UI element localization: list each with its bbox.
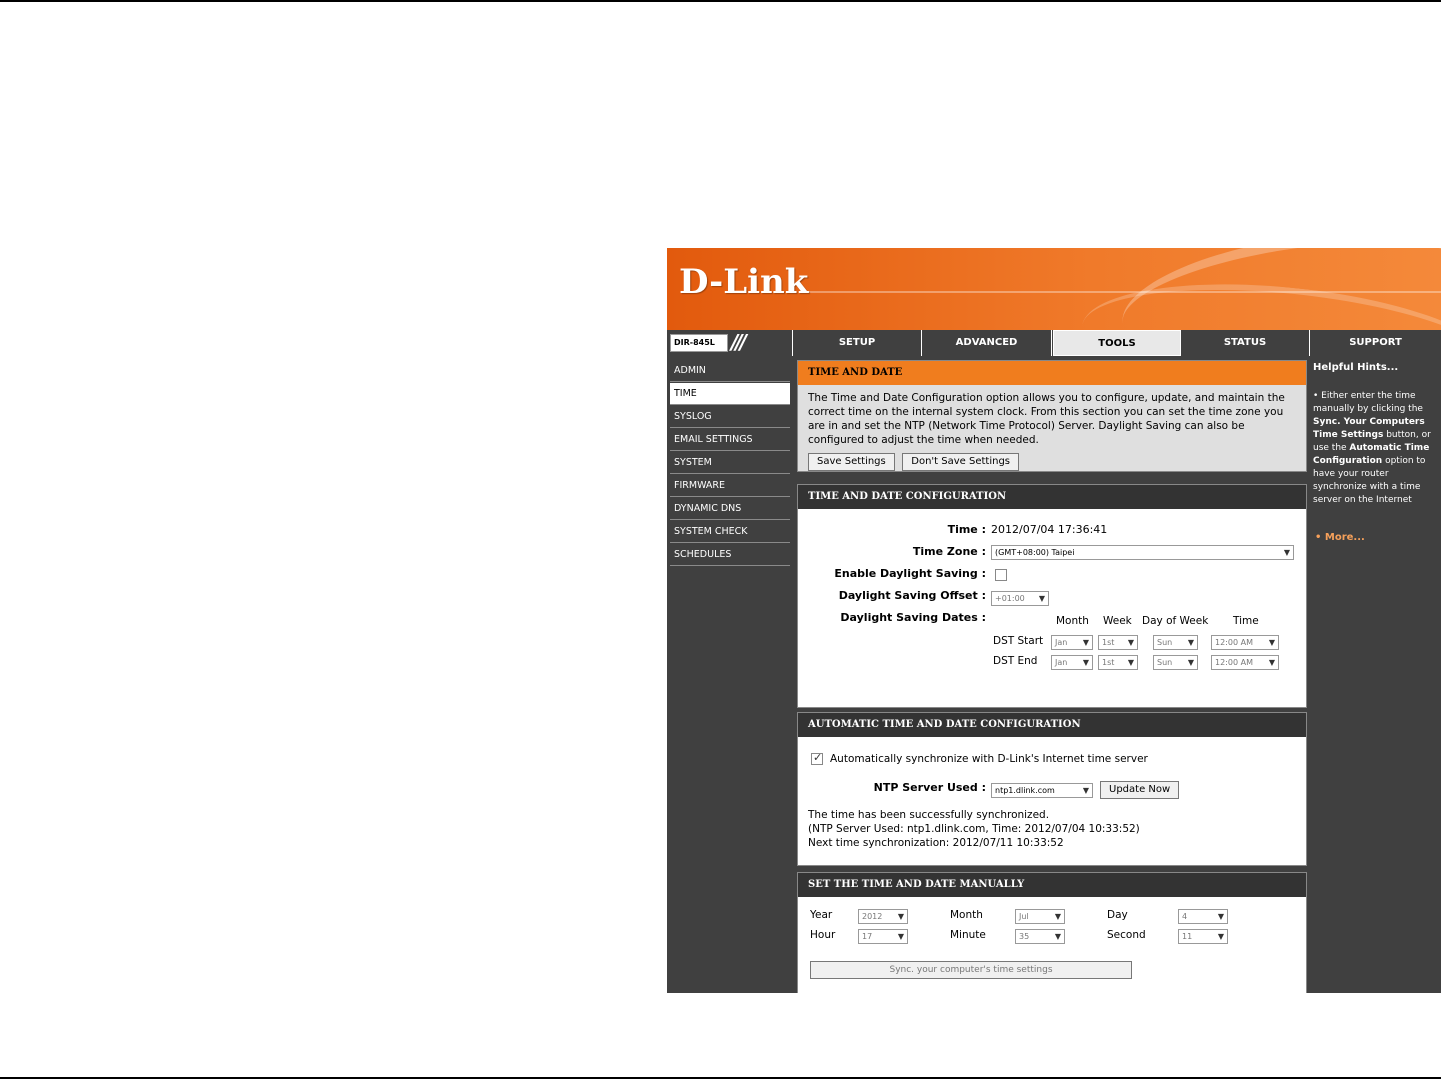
bottom-rule: [0, 1077, 1441, 1079]
chevron-down-icon: ▼: [1038, 594, 1045, 603]
sidebar-item-dynamic-dns[interactable]: DYNAMIC DNS: [670, 498, 790, 520]
dst-end-day-select[interactable]: Sun ▼: [1153, 655, 1198, 670]
hints-body: • Either enter the time manually by clicking the Sync. Your Computers Time Settings button, or use the Automatic Time Configuration option to have your router synchronize with a time server on the Internet: [1313, 391, 1431, 505]
col-month: Month: [1056, 615, 1089, 627]
sync-computer-time-button[interactable]: Sync. your computer's time settings: [810, 961, 1132, 979]
ntp-server-label: NTP Server Used :: [873, 781, 986, 794]
dst-start-time-select[interactable]: 12:00 AM ▼: [1211, 635, 1279, 650]
update-now-button[interactable]: Update Now: [1100, 781, 1179, 799]
auto-sync-checkbox[interactable]: [811, 753, 823, 765]
sidebar-item-admin[interactable]: ADMIN: [670, 360, 790, 382]
router-web-ui: [667, 248, 1441, 993]
top-rule: [0, 0, 1441, 2]
dst-end-label: DST End: [993, 655, 1038, 667]
manual-config-card: [797, 872, 1307, 993]
intro-title: TIME AND DATE: [798, 361, 1306, 385]
dst-offset-select[interactable]: +01:00 ▼: [991, 591, 1049, 606]
auto-sync-label: Automatically synchronize with D-Link's Internet time server: [830, 753, 1148, 765]
dst-dates-label: Daylight Saving Dates :: [840, 611, 986, 624]
hints-more-link[interactable]: • More...: [1315, 532, 1365, 543]
model-label: [667, 330, 793, 356]
dst-start-month-select[interactable]: Jan ▼: [1051, 635, 1093, 650]
sidebar-item-email-settings[interactable]: EMAIL SETTINGS: [670, 429, 790, 451]
timezone-select[interactable]: (GMT+08:00) Taipei ▼: [991, 545, 1294, 560]
dlink-logo: D-Link: [679, 262, 809, 302]
sync-status-line-1: The time has been successfully synchronized.: [808, 809, 1050, 821]
auto-config-card: [797, 712, 1307, 866]
tab-setup[interactable]: SETUP: [793, 330, 922, 356]
dst-start-week-select[interactable]: 1st ▼: [1098, 635, 1138, 650]
timezone-label: Time Zone :: [912, 545, 986, 558]
dont-save-settings-button[interactable]: Don't Save Settings: [902, 453, 1019, 471]
helpful-hints-panel: [1310, 356, 1441, 993]
hour-label: Hour: [810, 929, 836, 941]
minute-select[interactable]: 35 ▼: [1015, 929, 1065, 944]
hints-title: Helpful Hints...: [1313, 362, 1399, 373]
col-time: Time: [1233, 615, 1259, 627]
model-name: DIR-845L: [670, 334, 728, 352]
time-config-title: TIME AND DATE CONFIGURATION: [798, 485, 1306, 509]
intro-card: [797, 360, 1307, 472]
sidebar-item-syslog[interactable]: SYSLOG: [670, 406, 790, 428]
time-config-card: [797, 484, 1307, 708]
minute-label: Minute: [950, 929, 986, 941]
time-label: Time :: [947, 523, 986, 536]
dst-end-week-select[interactable]: 1st ▼: [1098, 655, 1138, 670]
dst-enable-label: Enable Daylight Saving :: [834, 567, 986, 580]
dst-start-label: DST Start: [993, 635, 1044, 647]
sidebar-item-firmware[interactable]: FIRMWARE: [670, 475, 790, 497]
sidebar: [667, 356, 793, 993]
second-select[interactable]: 11 ▼: [1178, 929, 1228, 944]
dst-start-day-select[interactable]: Sun ▼: [1153, 635, 1198, 650]
tab-tools[interactable]: TOOLS: [1053, 330, 1181, 356]
sidebar-item-schedules[interactable]: SCHEDULES: [670, 544, 790, 566]
chevron-down-icon: ▼: [1283, 548, 1290, 557]
dst-end-month-select[interactable]: Jan ▼: [1051, 655, 1093, 670]
tab-advanced[interactable]: ADVANCED: [922, 330, 1052, 356]
tab-support[interactable]: SUPPORT: [1310, 330, 1441, 356]
sidebar-item-system-check[interactable]: SYSTEM CHECK: [670, 521, 790, 543]
second-label: Second: [1107, 929, 1146, 941]
month-select[interactable]: Jul ▼: [1015, 909, 1065, 924]
hour-select[interactable]: 17 ▼: [858, 929, 908, 944]
year-select[interactable]: 2012 ▼: [858, 909, 908, 924]
col-week: Week: [1103, 615, 1132, 627]
model-slashes: ///: [731, 330, 744, 354]
year-label: Year: [810, 909, 833, 921]
sidebar-item-system[interactable]: SYSTEM: [670, 452, 790, 474]
dst-end-time-select[interactable]: 12:00 AM ▼: [1211, 655, 1279, 670]
ntp-server-select[interactable]: ntp1.dlink.com ▼: [991, 783, 1093, 798]
day-label: Day: [1107, 909, 1128, 921]
dst-offset-label: Daylight Saving Offset :: [838, 589, 986, 602]
main-content: [797, 356, 1307, 993]
day-select[interactable]: 4 ▼: [1178, 909, 1228, 924]
top-nav: [667, 330, 1441, 356]
tab-status[interactable]: STATUS: [1181, 330, 1310, 356]
sidebar-item-time[interactable]: TIME: [670, 383, 790, 405]
month-label: Month: [950, 909, 983, 921]
sync-status-line-2: (NTP Server Used: ntp1.dlink.com, Time: 2012/07/04 10:33:52): [808, 823, 1140, 835]
time-value: 2012/07/04 17:36:41: [991, 523, 1108, 536]
col-day-of-week: Day of Week: [1142, 615, 1209, 627]
dlink-banner: [667, 248, 1441, 330]
chevron-down-icon: ▼: [1082, 786, 1089, 795]
auto-config-title: AUTOMATIC TIME AND DATE CONFIGURATION: [798, 713, 1306, 737]
save-settings-button[interactable]: Save Settings: [808, 453, 895, 471]
intro-description: The Time and Date Configuration option allows you to configure, update, and maintain the correct time on the internal system clock. From this section you can set the time zone you are in and set the NTP (Network Time Protocol) Server. Daylight Saving can also be configured to adjust the time when needed.: [808, 392, 1285, 446]
sync-status-line-3: Next time synchronization: 2012/07/11 10:33:52: [808, 837, 1064, 849]
dst-enable-checkbox[interactable]: [995, 569, 1007, 581]
manual-config-title: SET THE TIME AND DATE MANUALLY: [798, 873, 1306, 897]
